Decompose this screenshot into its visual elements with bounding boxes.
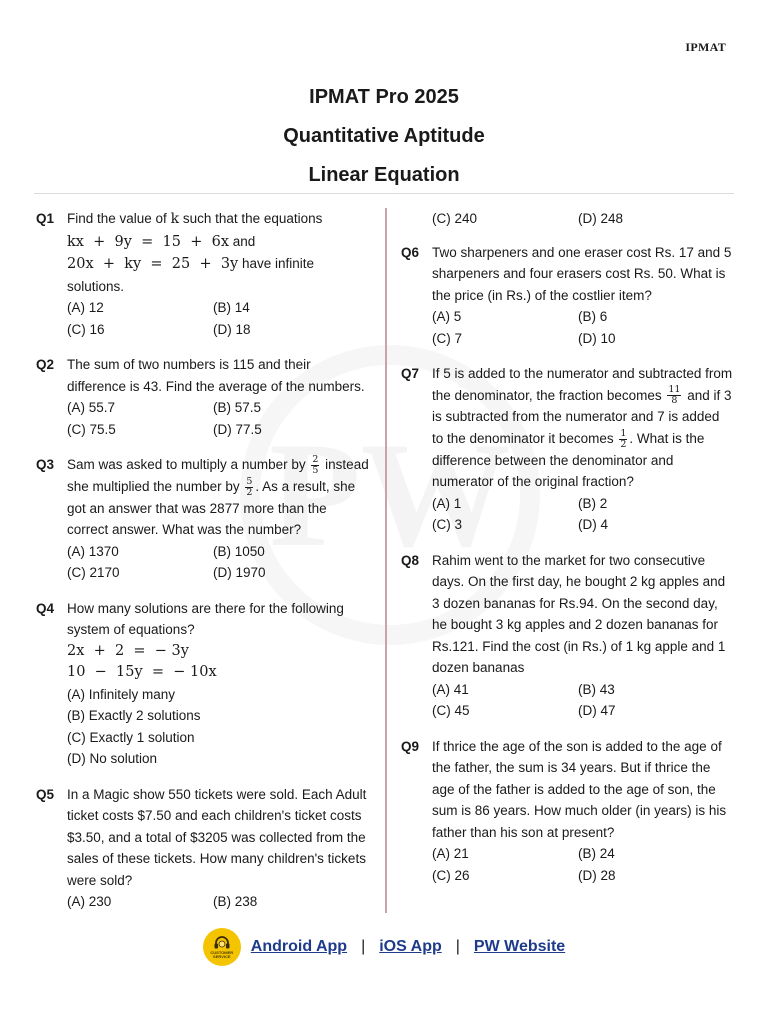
question-number: Q9 (401, 738, 420, 754)
option-b[interactable]: (B) 43 (578, 681, 615, 697)
option-d[interactable]: (D) 28 (578, 867, 616, 883)
options (67, 541, 370, 584)
question-text: How many solutions are there for the following system of equations? (67, 600, 344, 638)
options (67, 297, 370, 340)
option-b[interactable]: (B) Exactly 2 solutions (67, 708, 201, 724)
brand-label: IPMAT (685, 40, 726, 54)
link-separator: | (455, 938, 460, 955)
question-number: Q8 (401, 552, 420, 568)
question-text: Two sharpeners and one eraser cost Rs. 17 and 5 sharpeners and four erasers cost Rs. 50. What is the price (in Rs.) of the costlier item? (432, 244, 732, 303)
option-b[interactable]: (B) 57.5 (213, 400, 262, 415)
option-b[interactable]: (B) 6 (578, 309, 608, 324)
option-d[interactable]: (D) 77.5 (213, 421, 262, 437)
option-b[interactable]: (B) 14 (213, 300, 250, 315)
question-8 (401, 550, 733, 722)
options (432, 493, 733, 536)
fraction: $\frac{11}{8}$ (668, 384, 681, 407)
option-b[interactable]: (B) 2 (578, 495, 608, 511)
options (432, 843, 733, 886)
equation: 10 − 15y = − 10x (67, 664, 217, 681)
options (432, 306, 733, 349)
question-number: Q6 (401, 244, 420, 260)
options (432, 679, 733, 722)
question-number: Q7 (401, 366, 420, 381)
fraction: $\frac{2}{5}$ (312, 453, 319, 476)
option-c[interactable]: (C) 240 (432, 211, 478, 226)
question-number: Q5 (36, 786, 55, 802)
option-b[interactable]: (B) 24 (578, 846, 615, 862)
options (67, 891, 370, 913)
option-a[interactable]: (A) 5 (432, 309, 462, 324)
option-c[interactable]: (C) 75.5 (67, 421, 116, 437)
question-text: If thrice the age of the son is added to the age of the father, the sum is 34 years. But if thrice the age of the father is added to the age of son, the sum is 86 years. How much older (in years) is his father than his son at present? (432, 738, 727, 840)
question-text: In a Magic show 550 tickets were sold. Each Adult ticket costs $7.50 and each children's ticket costs $3.50, and a total of $3205 was collected from the sales of these tickets. How many children's tickets were sold? (67, 786, 367, 888)
option-c[interactable]: (C) 7 (432, 330, 462, 346)
question-number: Q2 (36, 357, 55, 372)
pw-website-link[interactable]: PW Website (473, 938, 566, 955)
exam-title: IPMAT Pro 2025 (309, 86, 459, 108)
options (67, 397, 370, 440)
column-divider (385, 208, 387, 913)
android-app-link[interactable]: Android App (250, 938, 348, 955)
option-c[interactable]: (C) 16 (67, 321, 105, 337)
question-text: The sum of two numbers is 115 and their difference is 43. Find the average of the numbers. (67, 357, 365, 394)
question-1 (36, 208, 370, 340)
option-c[interactable]: (C) 26 (432, 867, 470, 883)
footer-links (0, 928, 768, 966)
fraction: $\frac{1}{2}$ (620, 427, 627, 450)
subject-title: Quantitative Aptitude (283, 125, 485, 147)
question-5-continued (401, 208, 733, 230)
option-a[interactable]: (A) 41 (432, 681, 469, 697)
question-body: Find the value of k such that the equations kx + 9y = 15 + 6x and 20x + ky = 25 + 3y have infinite solutions. (A) 12 (B) 14 (C) 16 (D) 18 (67, 208, 370, 340)
question-body (432, 550, 733, 722)
question-text: Rahim went to the market for two consecutive days. On the first day, he bought 2 kg apples and 3 dozen bananas for Rs.94. On the second day, he bought 3 kg apples and 2 dozen bananas for Rs.121. Find the cost (in Rs.) of 1 kg apple and 1 dozen bananas (432, 552, 726, 676)
title-block (0, 78, 768, 195)
question-body (432, 736, 733, 887)
option-a[interactable]: (A) 1370 (67, 543, 119, 559)
option-d[interactable]: (D) 248 (578, 211, 624, 226)
link-separator: | (361, 938, 366, 955)
question-body (67, 784, 370, 913)
question-4 (36, 598, 370, 770)
option-b[interactable]: (B) 1050 (213, 543, 265, 559)
question-body: If 5 is added to the numerator and subtracted from the denominator, the fraction becomes $\frac{11}{8}$ and if 3 is subtracted from the numerator and 7 is added to the denominator it becomes $\frac{1}{2}$ . What is the difference between the denominator and numerator of the original fraction? (A) 1 (B) 2 (C) 3 (D) 4 (432, 363, 733, 536)
question-number: Q3 (36, 457, 55, 472)
customer-service-icon (203, 928, 241, 966)
equation: kx + 9y = 15 + 6x (67, 233, 229, 250)
question-6 (401, 242, 733, 350)
right-column (401, 208, 733, 900)
option-b[interactable]: (B) 238 (213, 894, 258, 910)
question-body (432, 242, 733, 350)
badge-label: CUSTOMER SERVICE (210, 950, 234, 959)
options (432, 208, 733, 230)
option-a[interactable]: (A) 1 (432, 495, 462, 511)
option-d[interactable]: (D) No solution (67, 751, 158, 767)
option-a[interactable]: (A) 12 (67, 300, 104, 315)
ios-app-link[interactable]: iOS App (379, 938, 442, 955)
option-a[interactable]: (A) 21 (432, 846, 469, 862)
question-9 (401, 736, 733, 887)
question-number: Q4 (36, 600, 55, 616)
option-c[interactable]: (C) Exactly 1 solution (67, 729, 195, 745)
question-body (67, 598, 370, 770)
question-body: Sam was asked to multiply a number by $\frac{2}{5}$ instead she multiplied the number by $\frac{5}{2}$ . As a result, she got an answer that was 2877 more than the correct answer. What was the number? (A) 1370 (B) 1050 (C) 2170 (D) 1970 (67, 454, 370, 584)
option-d[interactable]: (D) 47 (578, 703, 616, 719)
option-d[interactable]: (D) 10 (578, 330, 616, 346)
option-d[interactable]: (D) 4 (578, 517, 608, 533)
equation: 20x + ky = 25 + 3y (67, 256, 239, 272)
question-number: Q1 (36, 211, 55, 226)
question-7 (401, 363, 733, 536)
equation: 2x + 2 = − 3y (67, 642, 189, 659)
question-2 (36, 354, 370, 440)
question-5 (36, 784, 370, 913)
topic-title: Linear Equation (308, 164, 460, 186)
question-body (67, 354, 370, 440)
option-c[interactable]: (C) 3 (432, 517, 462, 533)
option-d[interactable]: (D) 1970 (213, 565, 266, 581)
option-a[interactable]: (A) Infinitely many (67, 686, 176, 702)
option-a[interactable]: (A) 230 (67, 894, 112, 910)
question-3 (36, 454, 370, 584)
header-divider (34, 193, 734, 194)
headset-icon (213, 935, 231, 951)
options (67, 684, 370, 770)
left-column (36, 208, 370, 927)
option-c[interactable]: (C) 45 (432, 703, 470, 719)
option-d[interactable]: (D) 18 (213, 321, 251, 337)
option-c[interactable]: (C) 2170 (67, 565, 120, 581)
option-a[interactable]: (A) 55.7 (67, 400, 116, 415)
fraction: $\frac{5}{2}$ (246, 475, 253, 498)
